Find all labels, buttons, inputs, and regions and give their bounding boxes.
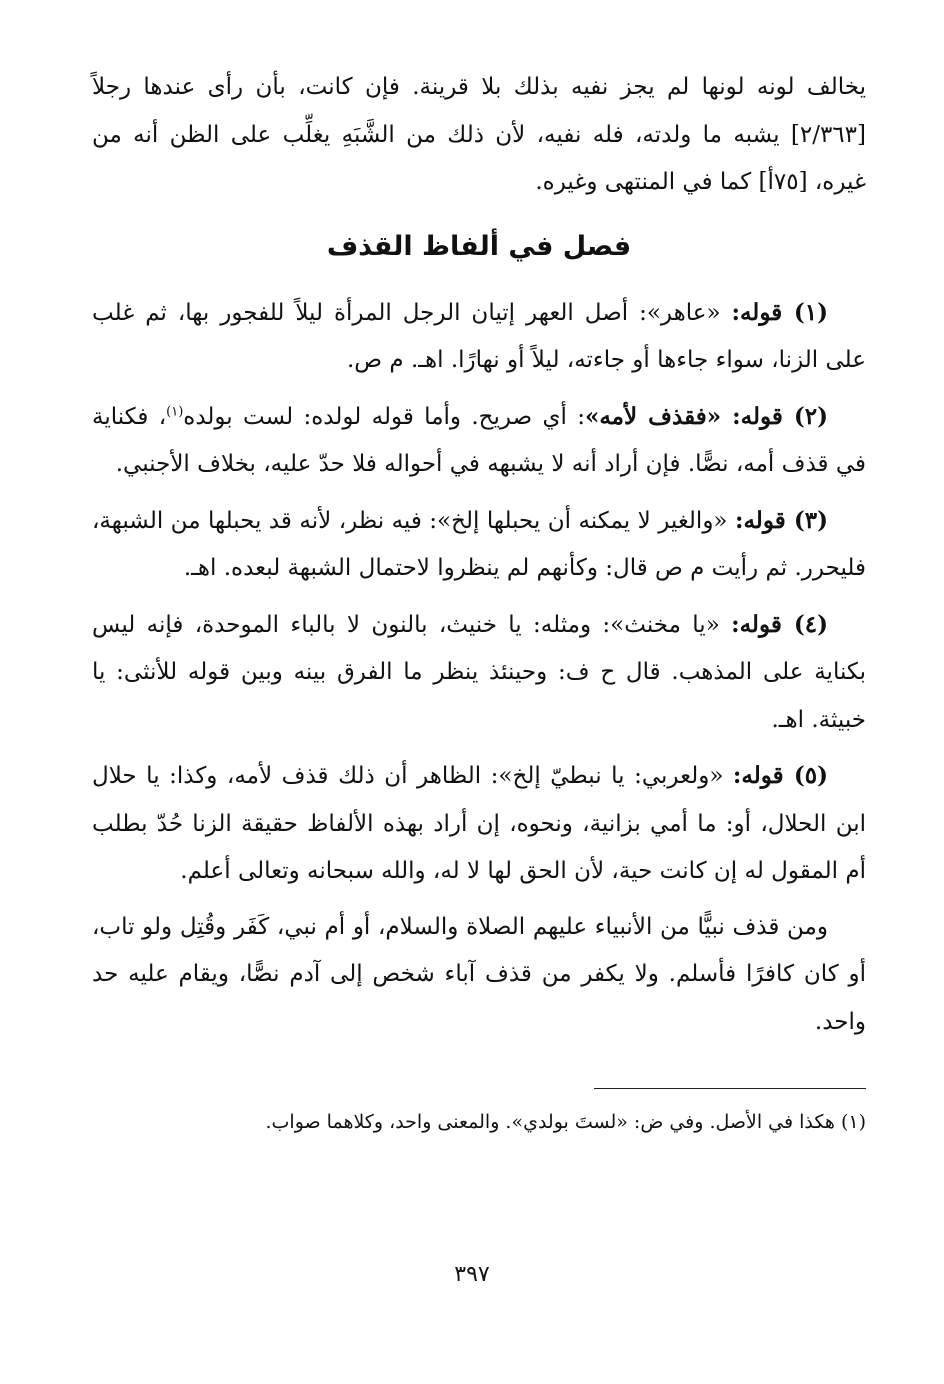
- note-1-body: «عاهر»: أصل العهر إتيان الرجل المرأة ليلاً للفجور بها، ثم غلب على الزنا، سواء جاءها أو جاءته، ليلاً أو نهارًا. اهـ. م ص.: [92, 299, 866, 373]
- note-1-lead: (١) قوله:: [731, 298, 828, 326]
- note-3-lead: (٣) قوله:: [734, 506, 828, 534]
- note-5-body: «ولعربي: يا نبطيّ إلخ»: الظاهر أن ذلك قذف لأمه، وكذا: يا حلال ابن الحلال، أو: ما أمي بزانية، ونحوه، إن أراد بهذه الألفاظ حقيقة الزنا حُدّ بطلب أم المقول له إن كانت حية، لأن الحق لها لا له، والله سبحانه وتعالى أعلم.: [92, 763, 866, 884]
- page-number: ٣٩٧: [454, 1262, 490, 1287]
- note-4: [92, 601, 866, 745]
- note-2-body: : أي صريح. وأما قوله لولده: لست بولده: [183, 403, 585, 430]
- note-4-lead: (٤) قوله:: [731, 610, 828, 638]
- intro-text-3: كما في المنتهى وغيره.: [535, 169, 759, 195]
- intro-text-2: يشبه ما ولدته، فله نفيه، لأن ذلك من الشَّبَهِ يغلِّب على الظن أنه من غيره،: [92, 121, 866, 195]
- footnote-ref: (١): [166, 403, 184, 419]
- note-1: [92, 289, 866, 385]
- closing-paragraph: ومن قذف نبيًّا من الأنبياء عليهم الصلاة والسلام، أو أم نبي، كَفَر وقُتِل ولو تاب، أو كان كافرًا فأسلم. ولا يكفر من قذف آباء شخص إلى آدم نصًّا، ويقام عليه حد واحد.: [92, 913, 867, 1035]
- note-2-lead: (٢) قوله:: [732, 402, 829, 430]
- section-heading: فصل في ألفاظ القذف: [326, 230, 632, 262]
- folio-marker: [٧٥أ]: [758, 169, 808, 195]
- note-5: [92, 752, 866, 896]
- note-3-body: «والغير لا يمكنه أن يحبلها إلخ»: فيه نظر، لأنه قد يحبلها من الشبهة، فليحرر. ثم رأيت م ص قال: وكأنهم لم ينظروا لاحتمال الشبهة لبعده. اهـ.: [92, 507, 866, 581]
- note-2: [92, 393, 866, 489]
- footnote: (١) هكذا في الأصل. وفي ض: «لستَ بولدي». والمعنى واحد، وكلاهما صواب.: [265, 1111, 866, 1133]
- note-4-body: «يا مخنث»: ومثله: يا خنيث، بالنون لا بالباء الموحدة، فإنه ليس بكناية على المذهب. قال ح ف: وحينئذ ينظر ما الفرق بينه وبين قوله للأنثى: يا خبيثة. اهـ.: [92, 611, 866, 733]
- intro-paragraph: [92, 64, 866, 207]
- footnote-divider: [594, 1088, 866, 1089]
- note-2-body-2: ، فكناية في قذف أمه، نصًّا. فإن أراد أنه لا يشبهه في أحواله فلا حدّ عليه، بخلاف الأجنبي.: [92, 403, 866, 477]
- note-3: [92, 497, 866, 593]
- intro-text-1: يخالف لونه لونها لم يجز نفيه بذلك بلا قرينة. فإن كانت، بأن رأى عندها رجلاً: [92, 74, 866, 100]
- note-5-lead: (٥) قوله:: [732, 762, 828, 789]
- note-2-quote: «فقذف لأمه»: [584, 402, 733, 430]
- page-marker: [٢/٣٦٣]: [790, 121, 866, 148]
